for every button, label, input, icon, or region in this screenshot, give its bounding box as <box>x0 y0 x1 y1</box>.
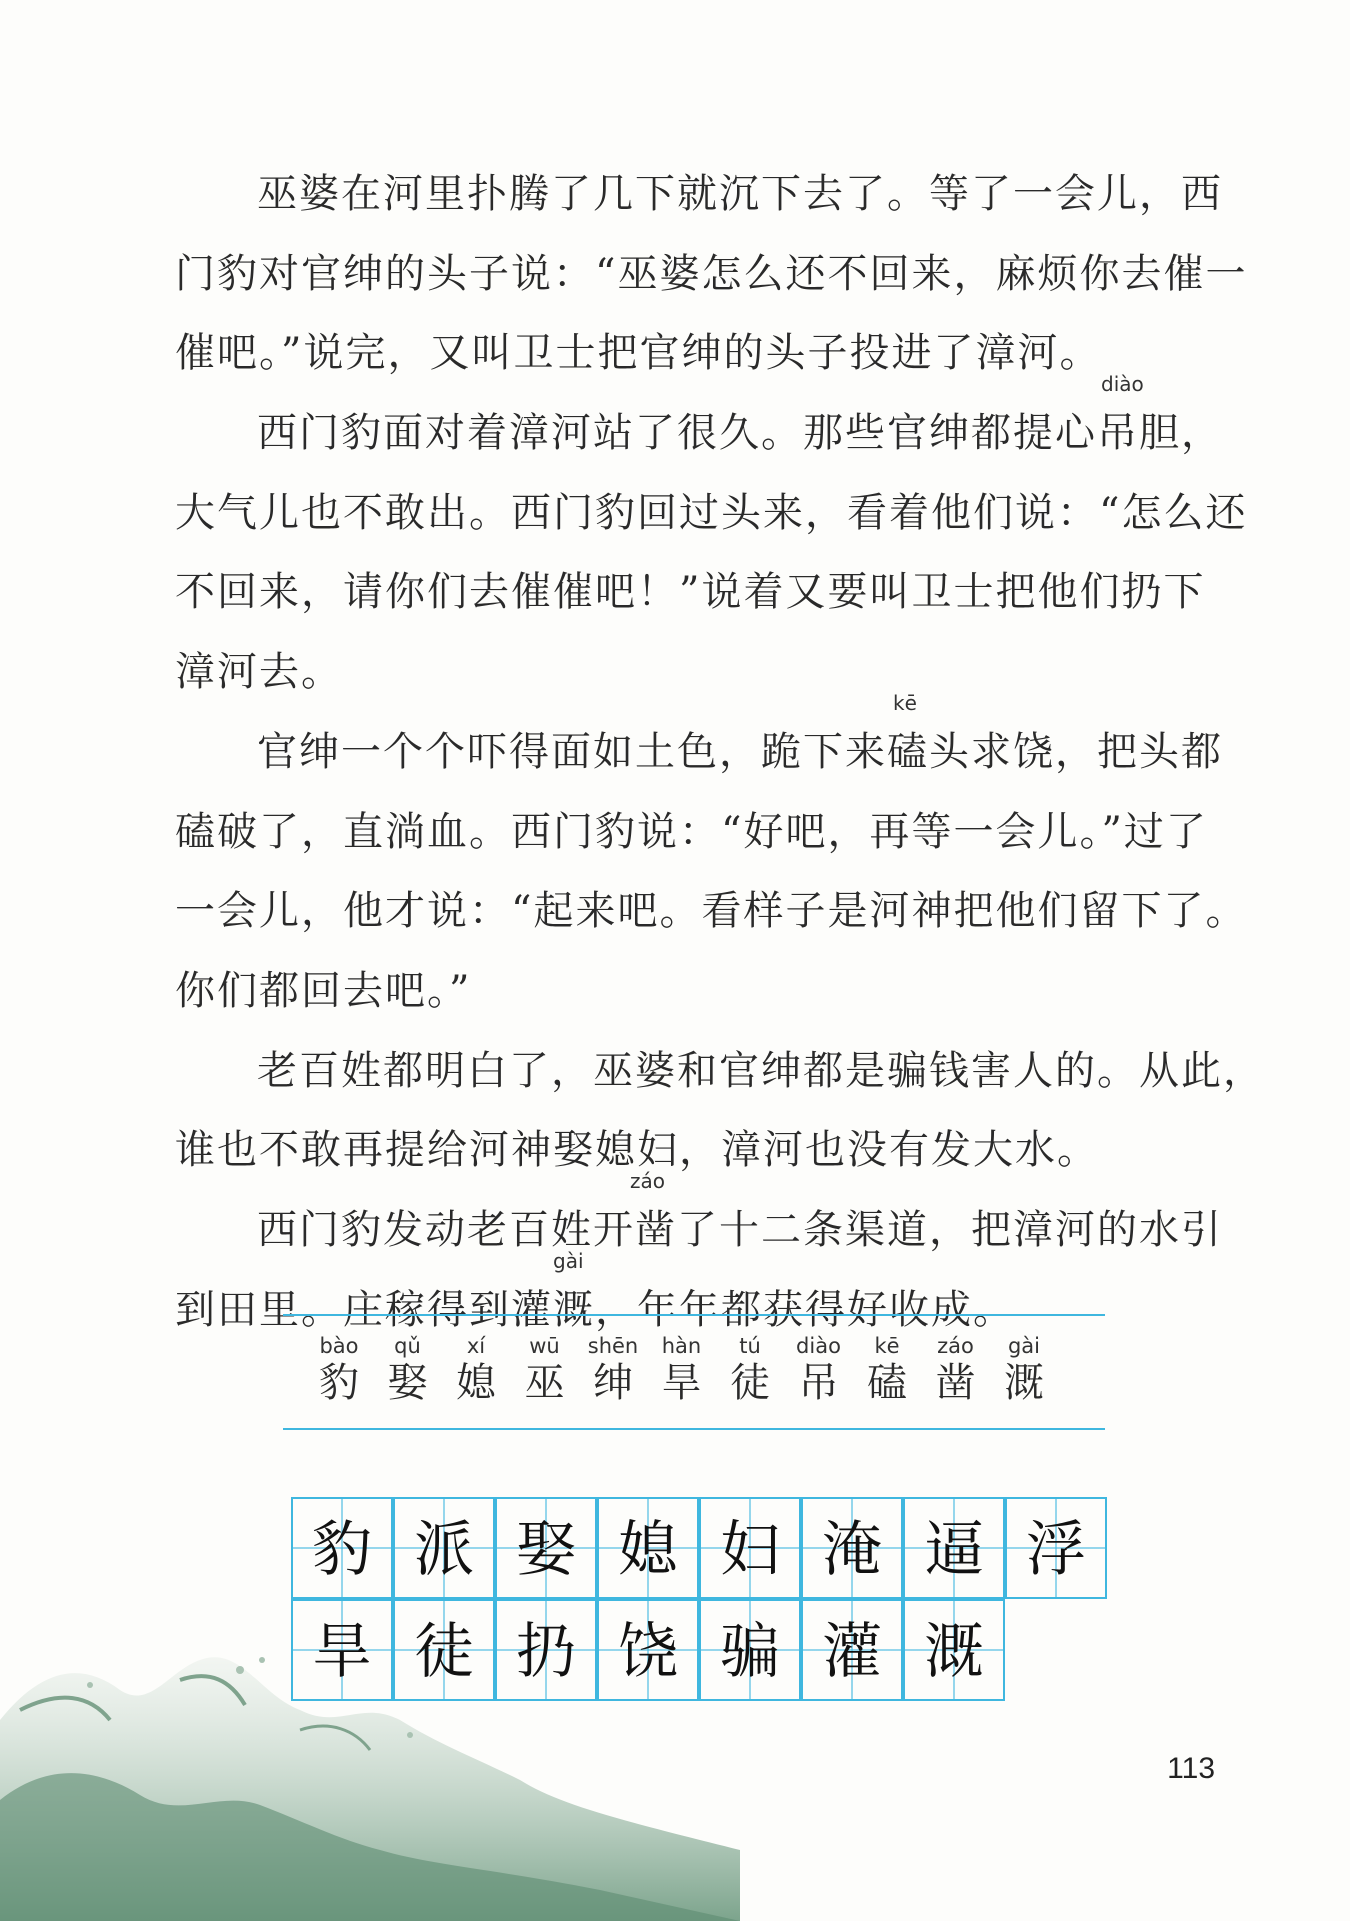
vocab-pinyin: shēn <box>587 1334 639 1358</box>
story-text <box>175 155 1265 1350</box>
writing-cell: 灌 <box>801 1599 903 1701</box>
text-line: 不回来，请你们去催催吧！”说着又要叫卫士把他们扔下 <box>175 569 1206 616</box>
vocab-pinyin: diào <box>796 1334 841 1358</box>
writing-cell: 浮 <box>1005 1497 1107 1599</box>
vocab-character: 巫 <box>524 1360 565 1406</box>
text-line: 漳河去。 <box>175 649 343 696</box>
pinyin-annotation: diào <box>1101 372 1144 397</box>
text-line: 西门豹发动老百姓开凿了十二条渠道，把漳河的水引 <box>257 1206 1223 1253</box>
vocab-character: 磕 <box>867 1360 907 1406</box>
text-line: 官绅一个个吓得面如土色，跪下来磕头求饶，把头都 <box>257 728 1223 775</box>
vocab-pinyin: kē <box>874 1334 900 1358</box>
text-line-with-pinyin <box>175 1168 1223 1271</box>
vocab-character: 豹 <box>319 1360 359 1406</box>
vocab-item <box>442 1332 510 1406</box>
vocab-item <box>579 1332 647 1406</box>
vocab-item <box>853 1332 921 1406</box>
vocab-character: 娶 <box>387 1360 428 1406</box>
text-line-with-pinyin <box>175 372 1223 474</box>
writing-cell: 徒 <box>393 1599 495 1701</box>
vocab-pinyin: wū <box>529 1334 560 1358</box>
text-line: 西门豹面对着漳河站了很久。那些官绅都提心吊胆， <box>257 410 1223 457</box>
writing-cell: 淹 <box>801 1497 903 1599</box>
text-line: 门豹对官绅的头子说：“巫婆怎么还不回来，麻烦你去催一 <box>175 250 1248 297</box>
writing-cell: 饶 <box>597 1599 699 1701</box>
writing-cell: 旱 <box>291 1599 393 1701</box>
vocab-item <box>648 1332 716 1406</box>
text-line: 到田里。庄稼得到灌溉，年年都获得好收成。 <box>175 1286 1015 1333</box>
pinyin-annotation: záo <box>630 1168 665 1193</box>
vocab-item <box>922 1332 990 1406</box>
writing-cell: 媳 <box>597 1497 699 1599</box>
writing-cell: 娶 <box>495 1497 597 1599</box>
vocab-item <box>511 1332 579 1406</box>
writing-cell: 妇 <box>699 1497 801 1599</box>
vocab-item <box>785 1332 853 1406</box>
text-line: 你们都回去吧。” <box>175 967 472 1014</box>
writing-cell: 骗 <box>699 1599 801 1701</box>
vocab-item <box>990 1332 1058 1406</box>
vocab-character: 凿 <box>935 1360 976 1406</box>
vocab-pinyin: xí <box>466 1334 486 1358</box>
vocab-pinyin: záo <box>937 1334 974 1358</box>
vocab-item <box>716 1332 784 1406</box>
text-line: 巫婆在河里扑腾了几下就沉下去了。等了一会儿，西 <box>257 171 1223 217</box>
vocab-character: 媳 <box>456 1360 496 1406</box>
writing-cell: 派 <box>393 1497 495 1599</box>
vocab-pinyin: tú <box>739 1334 761 1358</box>
text-line: 大气儿也不敢出。西门豹回过头来，看着他们说：“怎么还 <box>175 489 1248 536</box>
text-line: 催吧。”说完，又叫卫士把官绅的头子投进了漳河。 <box>175 330 1102 377</box>
text-line: 谁也不敢再提给河神娶媳妇，漳河也没有发大水。 <box>175 1127 1099 1174</box>
writing-cell: 豹 <box>291 1497 393 1599</box>
page-number: 113 <box>1167 1752 1215 1785</box>
text-line: 一会儿，他才说：“起来吧。看样子是河神把他们留下了。 <box>175 888 1248 935</box>
vocab-item <box>305 1332 373 1406</box>
vocab-character: 徒 <box>730 1360 770 1406</box>
pinyin-annotation: kē <box>893 690 917 715</box>
writing-cell: 扔 <box>495 1599 597 1701</box>
text-line: 老百姓都明白了，巫婆和官绅都是骗钱害人的。从此， <box>257 1047 1265 1094</box>
vocab-pinyin: hàn <box>661 1334 702 1358</box>
vocab-character: 绅 <box>593 1360 633 1406</box>
vocab-character: 溉 <box>1004 1360 1044 1406</box>
text-line-with-pinyin <box>175 690 1223 793</box>
vocab-character: 旱 <box>661 1360 702 1406</box>
vocab-character: 吊 <box>798 1360 839 1406</box>
vocab-strip <box>283 1314 1105 1430</box>
vocab-pinyin: qǔ <box>394 1334 421 1358</box>
vocab-pinyin: bào <box>319 1334 359 1358</box>
text-line: 磕破了，直淌血。西门豹说：“好吧，再等一会儿。”过了 <box>175 808 1208 855</box>
writing-cell: 溉 <box>903 1599 1005 1701</box>
vocab-pinyin: gài <box>1007 1334 1041 1358</box>
pinyin-annotation: gài <box>553 1248 584 1273</box>
vocab-item <box>374 1332 442 1406</box>
writing-cell: 逼 <box>903 1497 1005 1599</box>
